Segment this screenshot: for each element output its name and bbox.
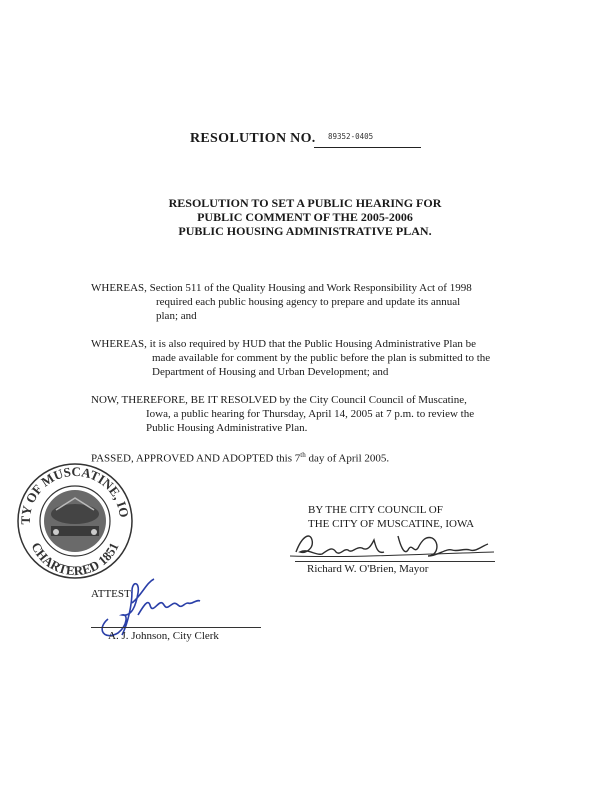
passed-paragraph [91, 448, 531, 466]
resolution-number-label: RESOLUTION NO. [190, 131, 316, 146]
title-line-2: PUBLIC COMMENT OF THE 2005-2006 [197, 210, 413, 224]
attest-label: ATTEST: [91, 588, 134, 600]
council-line-2: THE CITY OF MUSCATINE, IOWA [308, 518, 475, 530]
resolved-paragraph [91, 393, 531, 435]
mayor-name: Richard W. O'Brien, Mayor [307, 563, 429, 575]
mayor-signature-line [295, 561, 495, 562]
paragraph-line: Public Housing Administrative Plan. [146, 422, 308, 434]
ordinal-suffix: th [300, 451, 306, 459]
seal-bottom-text: CHARTERED 1851 [28, 539, 122, 579]
council-line-1: BY THE CITY COUNCIL OF [308, 504, 443, 516]
paragraph-line: NOW, THEREFORE, BE IT RESOLVED by the City Council Council of Muscatine, [91, 394, 467, 406]
title-line-3: PUBLIC HOUSING ADMINISTRATIVE PLAN. [178, 224, 432, 238]
whereas-paragraph-1 [91, 281, 531, 323]
paragraph-line: Iowa, a public hearing for Thursday, April 14, 2005 at 7 p.m. to review the [146, 408, 475, 420]
city-seal [16, 462, 134, 585]
seal-top-text: TY OF MUSCATINE, IO [17, 463, 133, 525]
clerk-signature-line [91, 627, 261, 628]
paragraph-line: WHEREAS, it is also required by HUD that the Public Housing Administrative Plan be [91, 338, 476, 350]
paragraph-line: made available for comment by the public before the plan is submitted to the [152, 352, 491, 364]
title-line-1: RESOLUTION TO SET A PUBLIC HEARING FOR [168, 196, 442, 210]
passed-text: PASSED, APPROVED AND ADOPTED this 7 [91, 452, 301, 465]
passed-text-end: day of April 2005. [305, 452, 390, 465]
whereas-paragraph-2 [91, 337, 531, 379]
paragraph-line: plan; and [156, 310, 197, 322]
resolution-title [120, 196, 490, 238]
resolution-number-value: 89352-0405 [328, 132, 374, 141]
paragraph-line: required each public housing agency to prepare and update its annual [156, 296, 461, 308]
clerk-name: A. J. Johnson, City Clerk [108, 630, 219, 642]
paragraph-line: Department of Housing and Urban Development; and [152, 366, 389, 378]
paragraph-line: WHEREAS, Section 511 of the Quality Housing and Work Responsibility Act of 1998 [91, 282, 472, 294]
